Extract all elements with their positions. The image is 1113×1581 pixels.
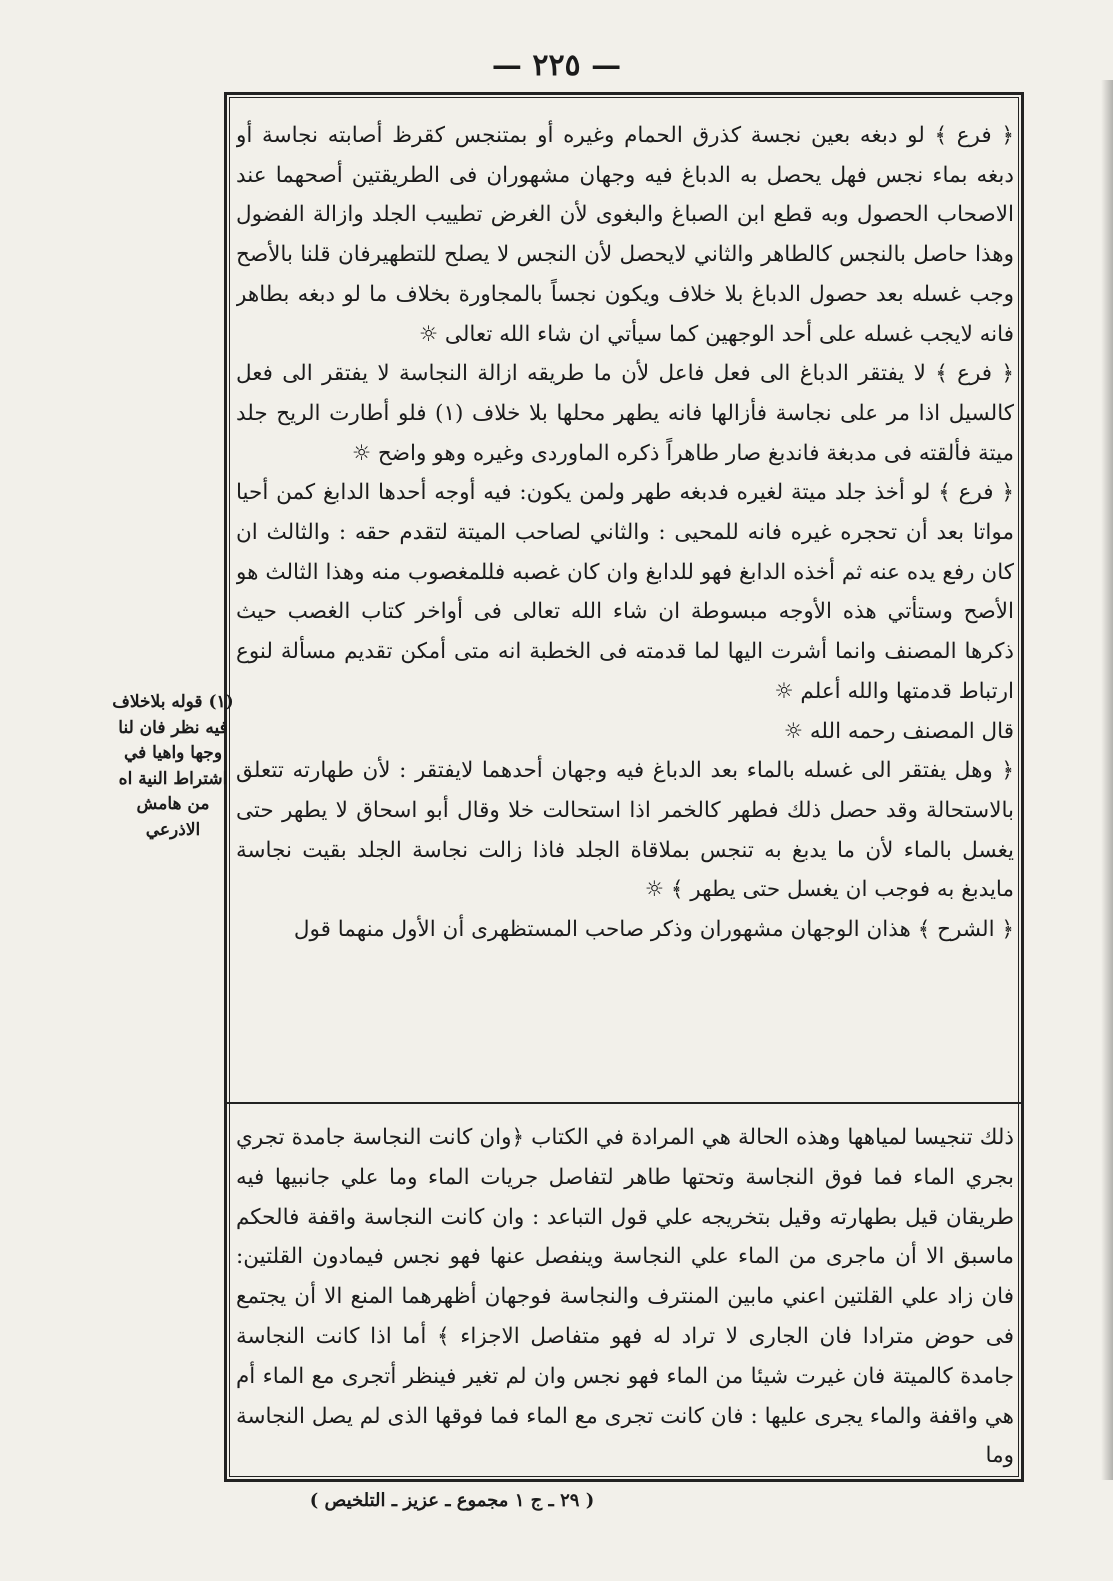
main-paragraph: قال المصنف رحمه الله ☼ bbox=[783, 718, 1014, 744]
commentary-paragraph: ذلك تنجيسا لمياهها وهذه الحالة هي المرادة في الكتاب ﴿وان كانت النجاسة جامدة تجري بجري الماء فما فوق النجاسة وتحتها طاهر لتفاصل جريات الماء وما علي جانبيها فيه طريقان قيل بطهارته وقيل بتخريجه علي قول التباعد : وان كانت النجاسة واقفة فالحكم ماسبق الا أن ماجرى من الماء علي النجاسة وينفصل عنها فهو نجس فيمادون القلتين: فان زاد علي القلتين اعني مابين المنترف والنجاسة فوجهان أظهرهما المنع الا أن يجتمع فى حوض مترادا فان الجارى لا تراد له فهو متفاصل الاجزاء ﴾ أما اذا كانت النجاسة جامدة كالميتة فان غيرت شيئا من الماء فهو نجس وان لم تغير فينظر أتجرى مع الماء أم هي واقفة والماء يجرى عليها : فان كانت تجرى مع الماء فما فوقها الذى لم يصل النجاسة وما bbox=[236, 1125, 1014, 1469]
main-paragraph: ﴿ فرع ﴾ لو دبغه بعين نجسة كذرق الحمام وغيره أو بمتنجس كقرظ أصابته نجاسة أو دبغه بماء نجس فهل يحصل به الدباغ فيه وجهان مشهوران فى الطريقتين أصحهما عند الاصحاب الحصول وبه قطع ابن الصباغ والبغوى لأن الغرض تطييب الجلد وازالة الفضول وهذا حاصل بالنجس كالطاهر والثاني لايحصل لأن النجس لا يصلح للتطهيرفان قلنا بالأصح وجب غسله بعد حصول الدباغ بلا خلاف ويكون نجساً بالمجاورة بخلاف ما لو دبغه بطاهر فانه لايجب غسله على أحد الوجهين كما سيأتي ان شاء الله تعالى ☼ bbox=[236, 123, 1014, 347]
commentary-text-block bbox=[236, 1118, 1014, 1474]
main-paragraph: ﴿ فرع ﴾ لا يفتقر الدباغ الى فعل فاعل لأن ما طريقه ازالة النجاسة لا يفتقر الى فعل كالسيل اذا مر على نجاسة فأزالها فانه يطهر محلها بلا خلاف (١) فلو أطارت الريح جلد ميتة فألقته فى مدبغة فاندبغ صار طاهراً ذكره الماوردى وغيره وهو واضح ☼ bbox=[236, 361, 1014, 466]
main-text-block bbox=[236, 116, 1014, 1100]
main-paragraph: ﴿ الشرح ﴾ هذان الوجهان مشهوران وذكر صاحب المستظهرى أن الأول منهما قول bbox=[293, 917, 1014, 943]
footer-signature: ( ٢٩ ـ ج ١ مجموع ـ عزيز ـ التلخيص ) bbox=[309, 1490, 595, 1511]
page-edge-shadow bbox=[1101, 80, 1113, 1480]
section-divider bbox=[227, 1102, 1021, 1104]
page-number: — ٢٢٥ — bbox=[491, 48, 622, 83]
main-paragraph: ﴿ وهل يفتقر الى غسله بالماء بعد الدباغ فيه وجهان أحدهما لايفتقر : لأن طهارته تتعلق بالاستحالة وقد حصل ذلك فطهر كالخمر اذا استحالت خلا وقال أبو اسحاق لا يطهر حتى يغسل بالماء لأن ما يدبغ به تنجس بملاقاة الجلد فاذا زالت نجاسة الجلد بقيت نجاسة مايدبغ به فوجب ان يغسل حتى يطهر ﴾ ☼ bbox=[236, 758, 1014, 903]
margin-footnote: (١) قوله بلاخلاف فيه نظر فان لنا وجها واهيا في اشتراط النية اه من هامش الاذرعي bbox=[112, 692, 234, 840]
main-paragraph: ﴿ فرع ﴾ لو أخذ جلد ميتة لغيره فدبغه طهر ولمن يكون: فيه أوجه أحدها الدابغ كمن أحيا مواتا بعد أن تحجره غيره فانه للمحيى : والثاني لصاحب الميتة لتقدم حقه : والثالث ان كان رفع يده عنه ثم أخذه الدابغ فهو للدابغ وان كان غصبه فللمغصوب منه وهذا الثالث هو الأصح وستأتي هذه الأوجه مبسوطة ان شاء الله تعالى فى أواخر كتاب الغصب حيث ذكرها المصنف وانما أشرت اليها لما قدمته فى الخطبة انه متى أمكن تقديم مسألة لنوع ارتباط قدمتها والله أعلم ☼ bbox=[236, 480, 1014, 704]
